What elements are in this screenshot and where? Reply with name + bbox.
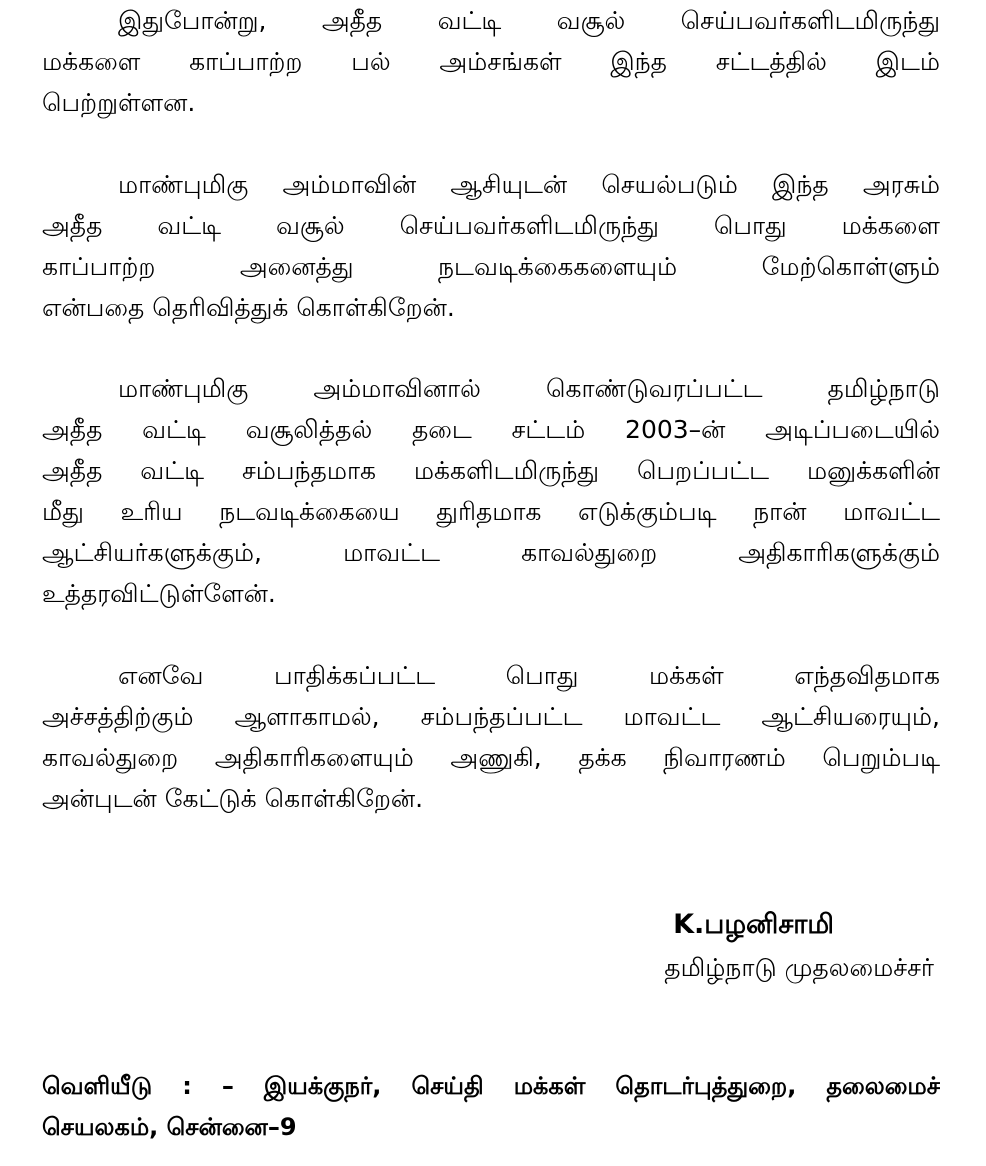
paragraph-line: உத்தரவிட்டுள்ளேன். xyxy=(42,579,276,608)
paragraph-line: எனவே பாதிக்கப்பட்ட பொது மக்கள் எந்தவிதமாக xyxy=(118,661,940,690)
paragraph-line: காப்பாற்ற அனைத்து நடவடிக்கைகளையும் மேற்கொள்ளும் xyxy=(42,252,940,281)
paragraph-line: அன்புடன் கேட்டுக் கொள்கிறேன். xyxy=(42,784,424,813)
paragraph-line: மாண்புமிகு அம்மாவின் ஆசியுடன் செயல்படும் இந்த அரசும் xyxy=(118,170,940,199)
paragraph-4 xyxy=(42,655,940,819)
paragraph-line: பெற்றுள்ளன. xyxy=(42,88,196,117)
paragraph-line: மீது உரிய நடவடிக்கையை துரிதமாக எடுக்கும்படி நான் மாவட்ட xyxy=(42,497,940,526)
paragraph-2 xyxy=(42,164,940,328)
paragraph-1 xyxy=(42,0,940,123)
paragraph-line: அதீத வட்டி சம்பந்தமாக மக்களிடமிருந்து பெறப்பட்ட மனுக்களின் xyxy=(42,456,940,485)
paragraph-line: மாண்புமிகு அம்மாவினால் கொண்டுவரப்பட்ட தமிழ்நாடு xyxy=(118,374,940,403)
paragraph-line: காவல்துறை அதிகாரிகளையும் அணுகி, தக்க நிவாரணம் பெறும்படி xyxy=(42,743,940,772)
paragraph-line: என்பதை தெரிவித்துக் கொள்கிறேன். xyxy=(42,293,455,322)
release-line: செயலகம், சென்னை–9 xyxy=(42,1113,297,1141)
signature-title: தமிழ்நாடு முதலமைச்சர் xyxy=(664,953,934,982)
paragraph-line: அச்சத்திற்கும் ஆளாகாமல், சம்பந்தப்பட்ட மாவட்ட ஆட்சியரையும், xyxy=(42,702,940,731)
paragraph-line: ஆட்சியர்களுக்கும், மாவட்ட காவல்துறை அதிகாரிகளுக்கும் xyxy=(42,538,940,567)
release-note xyxy=(42,1066,940,1148)
release-line: வெளியீடு : – இயக்குநர், செய்தி மக்கள் தொடர்புத்துறை, தலைமைச் xyxy=(42,1072,940,1100)
paragraph-line: அதீத வட்டி வசூலித்தல் தடை சட்டம் 2003–ன் அடிப்படையில் xyxy=(42,415,940,444)
signature-name: K.பழனிசாமி xyxy=(673,909,834,940)
paragraph-line: அதீத வட்டி வசூல் செய்பவர்களிடமிருந்து பொது மக்களை xyxy=(42,211,940,240)
paragraph-line: இதுபோன்று, அதீத வட்டி வசூல் செய்பவர்களிடமிருந்து xyxy=(118,6,940,35)
paragraph-line: மக்களை காப்பாற்ற பல் அம்சங்கள் இந்த சட்டத்தில் இடம் xyxy=(42,47,940,76)
paragraph-3 xyxy=(42,368,940,614)
